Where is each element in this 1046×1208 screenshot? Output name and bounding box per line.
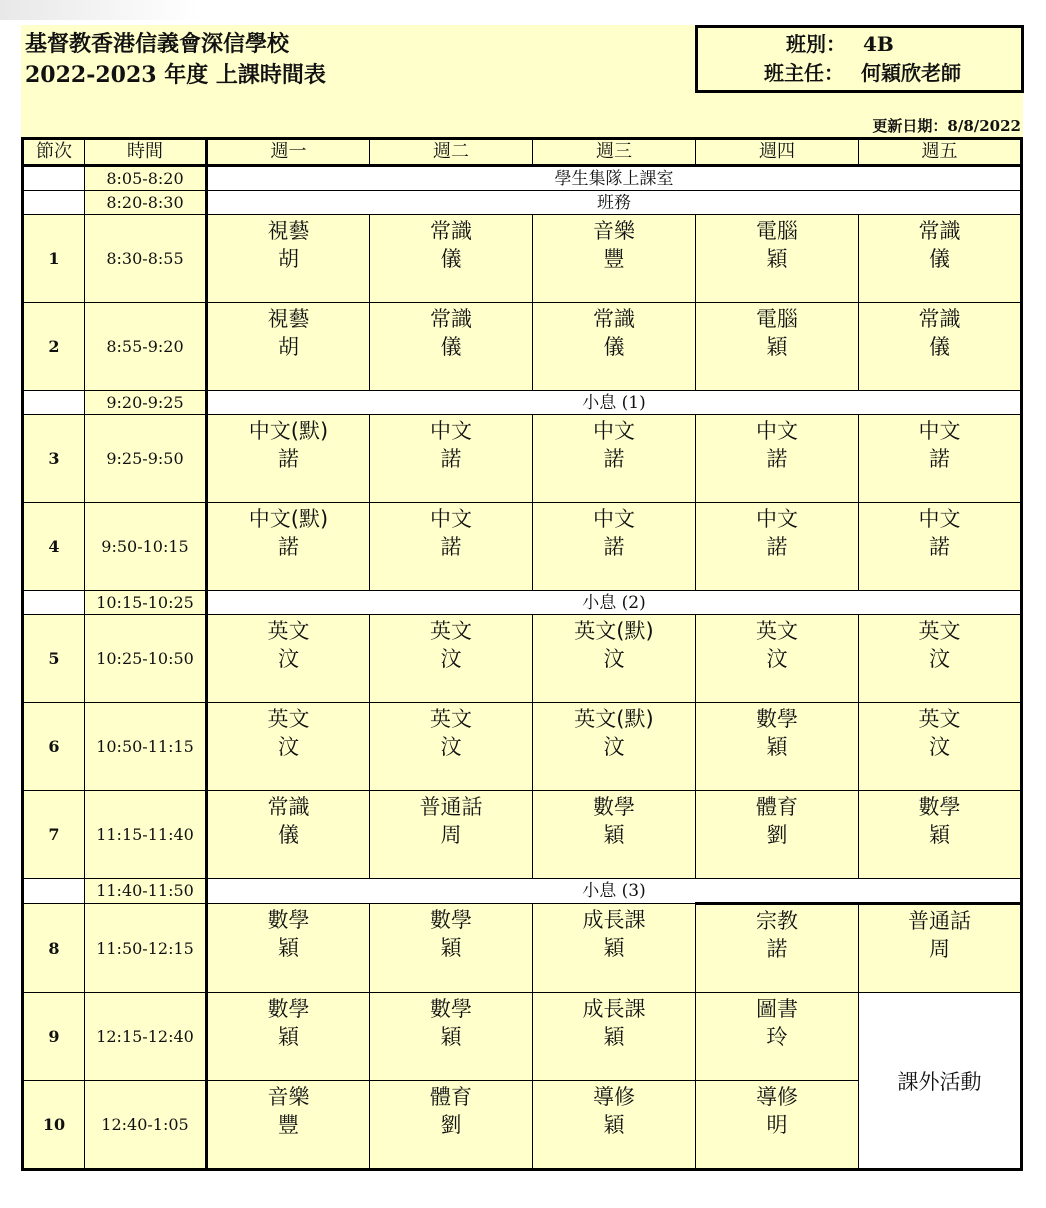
update-date-label: 更新日期： [872, 117, 948, 135]
teacher: 汶 [440, 647, 462, 671]
teacher: 諾 [603, 447, 625, 471]
lesson-cell [207, 615, 370, 703]
lesson-cell [696, 503, 859, 591]
time-cell: 11:40-11:50 [85, 879, 207, 904]
teacher: 汶 [603, 647, 625, 671]
year-title: 2022-2023 年度 上課時間表 [25, 62, 326, 88]
lesson-cell [207, 703, 370, 791]
class-label: 班別： [786, 32, 846, 56]
lesson-cell [370, 303, 533, 391]
header-band [21, 25, 1023, 137]
period-number: 6 [23, 703, 85, 791]
subject: 數學 [430, 997, 472, 1021]
day-header-wed: 週三 [533, 139, 696, 166]
lesson-cell [859, 615, 1022, 703]
teacher: 諾 [278, 447, 299, 471]
period-row-2 [23, 303, 1022, 391]
subject: 數學 [267, 997, 310, 1021]
period-number: 9 [23, 993, 85, 1081]
teacher: 穎 [603, 1113, 625, 1137]
homeroom-teacher-value: 何穎欣老師 [860, 61, 961, 85]
break-label: 小息 (3) [207, 879, 1022, 904]
time-cell: 10:25-10:50 [85, 615, 207, 703]
break-row-1 [23, 391, 1022, 415]
period-row-9 [23, 993, 1022, 1081]
lesson-cell [370, 615, 533, 703]
lesson-cell [696, 215, 859, 303]
lesson-cell [696, 904, 859, 993]
break-label: 小息 (1) [207, 391, 1022, 415]
subject: 英文 [918, 707, 961, 731]
break-row-3 [23, 879, 1022, 904]
lesson-cell [533, 615, 696, 703]
time-cell: 10:15-10:25 [85, 591, 207, 615]
teacher: 穎 [766, 735, 788, 759]
teacher: 穎 [440, 936, 462, 960]
teacher: 穎 [603, 823, 625, 847]
subject: 常識 [267, 795, 310, 819]
teacher: 汶 [440, 735, 462, 759]
class-affairs-row [23, 191, 1022, 215]
subject: 體育 [756, 795, 798, 819]
subject: 電腦 [756, 307, 798, 331]
lesson-cell [370, 791, 533, 879]
lesson-cell [533, 415, 696, 503]
subject: 英文(默) [574, 707, 654, 731]
subject: 數學 [593, 795, 635, 819]
lesson-cell [696, 615, 859, 703]
class-info-box [695, 25, 1024, 93]
teacher: 諾 [278, 535, 299, 559]
page-title [25, 29, 326, 91]
teacher: 劉 [766, 823, 788, 847]
lesson-cell [370, 1081, 533, 1170]
time-cell: 8:30-8:55 [85, 215, 207, 303]
teacher: 諾 [929, 535, 950, 559]
subject: 中文(默) [248, 419, 329, 443]
teacher: 儀 [440, 335, 462, 359]
teacher: 周 [929, 937, 950, 961]
period-row-6 [23, 703, 1022, 791]
break-label: 小息 (2) [207, 591, 1022, 615]
lesson-cell [370, 503, 533, 591]
class-affairs-label: 班務 [207, 191, 1022, 215]
lesson-cell [207, 415, 370, 503]
lesson-cell [207, 303, 370, 391]
subject: 英文 [430, 619, 472, 643]
subject: 成長課 [582, 997, 646, 1021]
day-header-fri: 週五 [859, 139, 1022, 166]
lesson-cell [533, 993, 696, 1081]
timetable-sheet [21, 25, 1023, 1172]
lesson-cell [859, 215, 1022, 303]
time-cell: 9:20-9:25 [85, 391, 207, 415]
subject: 視藝 [267, 219, 310, 243]
assembly-label: 學生集隊上課室 [207, 166, 1022, 191]
period-cell [23, 166, 85, 191]
subject: 英文 [267, 707, 310, 731]
lesson-cell [696, 1081, 859, 1170]
scroll-shadow [0, 0, 200, 20]
header-row [23, 139, 1022, 166]
teacher: 穎 [766, 247, 788, 271]
teacher: 諾 [440, 447, 462, 471]
period-number: 7 [23, 791, 85, 879]
subject: 英文 [267, 619, 310, 643]
teacher: 豐 [278, 1113, 299, 1137]
subject: 中文 [430, 507, 472, 531]
subject: 中文 [756, 419, 798, 443]
subject: 常識 [430, 307, 472, 331]
teacher: 諾 [929, 447, 950, 471]
teacher: 穎 [278, 936, 299, 960]
subject: 體育 [430, 1085, 472, 1109]
teacher: 劉 [440, 1113, 462, 1137]
lesson-cell [533, 1081, 696, 1170]
subject: 電腦 [756, 219, 798, 243]
time-cell: 8:55-9:20 [85, 303, 207, 391]
teacher: 胡 [278, 247, 299, 271]
period-number: 1 [23, 215, 85, 303]
teacher: 穎 [766, 335, 788, 359]
time-cell: 11:50-12:15 [85, 904, 207, 993]
time-cell: 8:20-8:30 [85, 191, 207, 215]
teacher: 穎 [603, 1025, 625, 1049]
teacher: 汶 [929, 647, 950, 671]
period-cell [23, 879, 85, 904]
lesson-cell [207, 1081, 370, 1170]
extracurricular-activity-cell: 課外活動 [859, 993, 1022, 1170]
period-row-5 [23, 615, 1022, 703]
subject: 英文 [430, 707, 472, 731]
lesson-cell [696, 415, 859, 503]
time-cell: 11:15-11:40 [85, 791, 207, 879]
time-cell: 10:50-11:15 [85, 703, 207, 791]
period-row-7 [23, 791, 1022, 879]
period-column-header: 節次 [23, 139, 85, 166]
subject: 圖書 [756, 997, 798, 1021]
time-cell: 9:50-10:15 [85, 503, 207, 591]
teacher: 穎 [929, 823, 950, 847]
lesson-cell [370, 703, 533, 791]
subject: 中文(默) [248, 507, 329, 531]
day-header-tue: 週二 [370, 139, 533, 166]
teacher: 玲 [766, 1025, 788, 1049]
teacher: 明 [766, 1113, 788, 1137]
lesson-cell [207, 904, 370, 993]
lesson-cell [859, 303, 1022, 391]
time-cell: 12:15-12:40 [85, 993, 207, 1081]
lesson-cell [207, 215, 370, 303]
period-number: 5 [23, 615, 85, 703]
day-header-mon: 週一 [207, 139, 370, 166]
subject: 普通話 [908, 909, 971, 933]
period-row-1 [23, 215, 1022, 303]
lesson-cell [533, 503, 696, 591]
teacher: 穎 [440, 1025, 462, 1049]
lesson-cell [859, 703, 1022, 791]
time-cell: 8:05-8:20 [85, 166, 207, 191]
teacher: 汶 [929, 735, 950, 759]
subject: 視藝 [267, 307, 310, 331]
time-column-header: 時間 [85, 139, 207, 166]
lesson-cell [370, 415, 533, 503]
subject: 數學 [918, 795, 961, 819]
lesson-cell [533, 791, 696, 879]
teacher: 諾 [766, 535, 788, 559]
subject: 常識 [593, 307, 635, 331]
lesson-cell [696, 993, 859, 1081]
subject: 中文 [593, 507, 635, 531]
lesson-cell [370, 215, 533, 303]
subject: 中文 [430, 419, 472, 443]
teacher: 汶 [603, 735, 625, 759]
teacher: 諾 [440, 535, 462, 559]
teacher: 汶 [766, 647, 788, 671]
period-number: 10 [23, 1081, 85, 1170]
lesson-cell [370, 904, 533, 993]
lesson-cell [207, 993, 370, 1081]
subject: 中文 [918, 507, 961, 531]
teacher: 豐 [603, 247, 625, 271]
teacher: 儀 [929, 335, 950, 359]
subject: 音樂 [267, 1085, 310, 1109]
teacher: 儀 [929, 247, 950, 271]
class-value: 4B [862, 32, 894, 56]
subject: 英文 [756, 619, 798, 643]
lesson-cell [207, 503, 370, 591]
assembly-row [23, 166, 1022, 191]
period-row-3 [23, 415, 1022, 503]
subject: 成長課 [582, 908, 646, 932]
subject: 數學 [430, 908, 472, 932]
subject: 常識 [430, 219, 472, 243]
subject: 中文 [918, 419, 961, 443]
subject: 英文 [918, 619, 961, 643]
lesson-cell [859, 791, 1022, 879]
subject: 普通話 [419, 795, 483, 819]
teacher: 儀 [278, 823, 299, 847]
teacher: 儀 [440, 247, 462, 271]
lesson-cell [696, 303, 859, 391]
break-row-2 [23, 591, 1022, 615]
lesson-cell [859, 503, 1022, 591]
lesson-cell [696, 703, 859, 791]
teacher: 諾 [603, 535, 625, 559]
update-date-value: 8/8/2022 [947, 117, 1021, 135]
subject: 常識 [918, 219, 961, 243]
period-number: 3 [23, 415, 85, 503]
period-cell [23, 591, 85, 615]
lesson-cell [859, 415, 1022, 503]
teacher: 汶 [278, 735, 299, 759]
teacher: 諾 [766, 937, 788, 961]
subject: 數學 [267, 908, 310, 932]
subject: 常識 [918, 307, 961, 331]
day-header-thu: 週四 [696, 139, 859, 166]
lesson-cell [859, 904, 1022, 993]
period-row-4 [23, 503, 1022, 591]
time-cell: 9:25-9:50 [85, 415, 207, 503]
timetable [21, 137, 1023, 1171]
subject: 導修 [756, 1085, 798, 1109]
lesson-cell [533, 303, 696, 391]
update-date [872, 115, 1021, 136]
teacher: 穎 [603, 936, 625, 960]
period-cell [23, 191, 85, 215]
subject: 音樂 [593, 219, 635, 243]
time-cell: 12:40-1:05 [85, 1081, 207, 1170]
period-row-8 [23, 904, 1022, 993]
subject: 宗教 [756, 909, 798, 933]
lesson-cell [533, 904, 696, 993]
period-cell [23, 391, 85, 415]
lesson-cell [370, 993, 533, 1081]
subject: 中文 [593, 419, 635, 443]
teacher: 諾 [766, 447, 788, 471]
teacher: 儀 [603, 335, 625, 359]
lesson-cell [533, 215, 696, 303]
homeroom-teacher-label: 班主任： [764, 61, 844, 85]
period-number: 8 [23, 904, 85, 993]
lesson-cell [696, 791, 859, 879]
lesson-cell [533, 703, 696, 791]
subject: 數學 [756, 707, 798, 731]
teacher: 穎 [278, 1025, 299, 1049]
period-number: 2 [23, 303, 85, 391]
period-number: 4 [23, 503, 85, 591]
teacher: 胡 [278, 335, 299, 359]
subject: 導修 [593, 1085, 635, 1109]
school-name: 基督教香港信義會深信學校 [25, 31, 290, 57]
subject: 英文(默) [574, 619, 654, 643]
teacher: 周 [440, 823, 462, 847]
subject: 中文 [756, 507, 798, 531]
teacher: 汶 [278, 647, 299, 671]
lesson-cell [207, 791, 370, 879]
